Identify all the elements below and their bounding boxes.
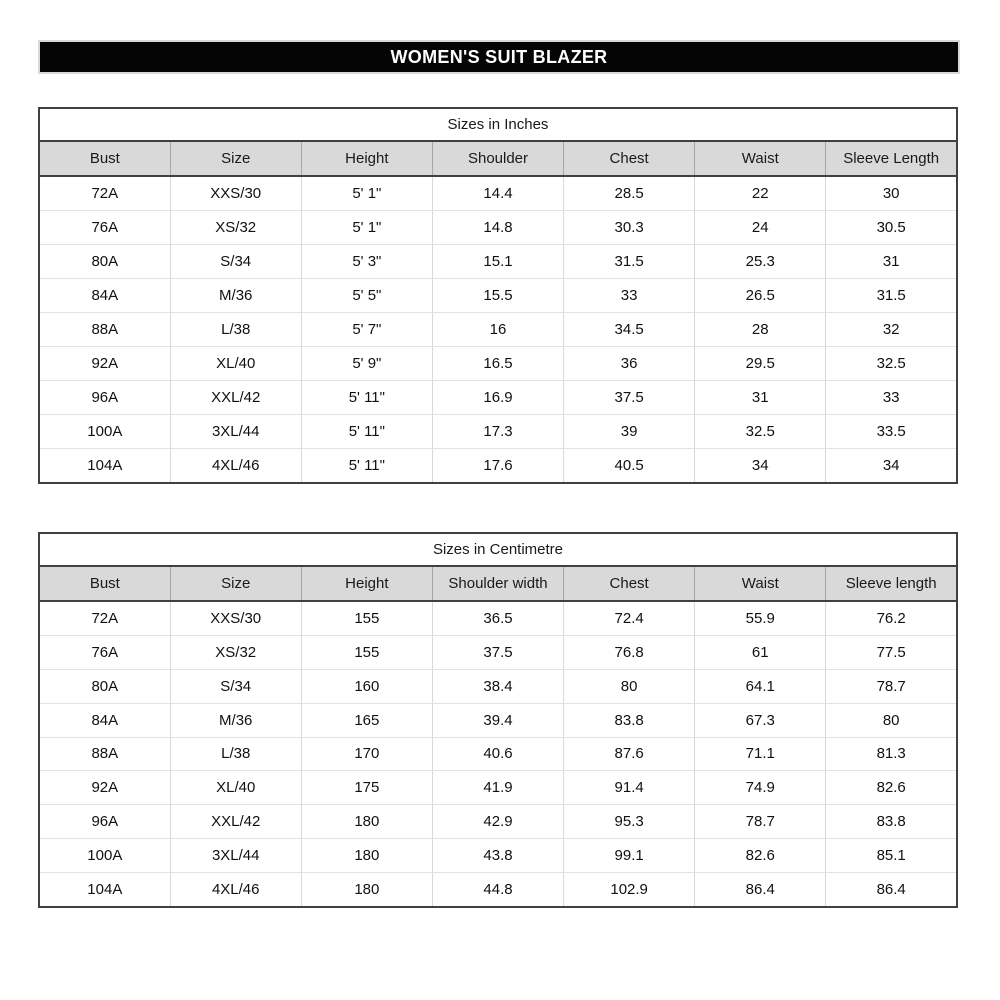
table-cell: 16.5 <box>432 346 563 380</box>
table-cell: 3XL/44 <box>170 414 301 448</box>
table-cell: 82.6 <box>826 771 957 805</box>
table-cell: 76A <box>39 211 170 245</box>
table-cell: 34.5 <box>564 313 695 347</box>
column-header: Bust <box>39 141 170 176</box>
table-cell: 22 <box>695 176 826 211</box>
table-cell: 5' 3" <box>301 245 432 279</box>
table-cell: 37.5 <box>564 380 695 414</box>
table-title: Sizes in Centimetre <box>39 533 957 566</box>
column-header: Height <box>301 566 432 601</box>
table-cell: 43.8 <box>432 838 563 872</box>
column-header: Shoulder width <box>432 566 563 601</box>
table-row <box>39 771 957 805</box>
table-cell: 15.1 <box>432 245 563 279</box>
column-header: Size <box>170 141 301 176</box>
table-cell: 34 <box>695 448 826 483</box>
table-cell: 4XL/46 <box>170 448 301 483</box>
title-banner <box>38 40 960 74</box>
table-cell: 72A <box>39 601 170 636</box>
table-cell: 76A <box>39 636 170 670</box>
table-cell: 96A <box>39 805 170 839</box>
table-row <box>39 703 957 737</box>
table-cell: 180 <box>301 838 432 872</box>
table-cell: 30 <box>826 176 957 211</box>
table-row <box>39 448 957 483</box>
table-cell: 80A <box>39 670 170 704</box>
table-cell: 170 <box>301 737 432 771</box>
table-cell: 4XL/46 <box>170 872 301 907</box>
table-body <box>39 601 957 907</box>
table-cell: 32 <box>826 313 957 347</box>
table-cell: 31.5 <box>826 279 957 313</box>
table-cell: 5' 5" <box>301 279 432 313</box>
table-cell: 180 <box>301 872 432 907</box>
table-cell: 37.5 <box>432 636 563 670</box>
table-cell: 72.4 <box>564 601 695 636</box>
column-header: Shoulder <box>432 141 563 176</box>
table-cell: 88A <box>39 313 170 347</box>
table-cell: XL/40 <box>170 346 301 380</box>
table-cell: 40.6 <box>432 737 563 771</box>
table-row <box>39 313 957 347</box>
table-cell: 39 <box>564 414 695 448</box>
table-title-row <box>39 108 957 141</box>
table-row <box>39 838 957 872</box>
table-cell: 76.2 <box>826 601 957 636</box>
table-cell: 5' 1" <box>301 211 432 245</box>
table-cell: 104A <box>39 448 170 483</box>
table-cell: 81.3 <box>826 737 957 771</box>
table-cell: 104A <box>39 872 170 907</box>
table-cell: 33 <box>826 380 957 414</box>
table-cell: 24 <box>695 211 826 245</box>
table-row <box>39 670 957 704</box>
table-row <box>39 380 957 414</box>
table-cell: S/34 <box>170 670 301 704</box>
table-cell: 14.8 <box>432 211 563 245</box>
table-cell: 17.6 <box>432 448 563 483</box>
table-title: Sizes in Inches <box>39 108 957 141</box>
sizes-in-centimetre-table <box>38 532 958 908</box>
table-cell: 5' 11" <box>301 380 432 414</box>
table-cell: 28.5 <box>564 176 695 211</box>
table-cell: XS/32 <box>170 636 301 670</box>
table-cell: M/36 <box>170 703 301 737</box>
table-row <box>39 636 957 670</box>
table-row <box>39 211 957 245</box>
table-cell: 78.7 <box>826 670 957 704</box>
table-cell: 84A <box>39 703 170 737</box>
table-cell: 31 <box>695 380 826 414</box>
table-cell: 76.8 <box>564 636 695 670</box>
table-row <box>39 176 957 211</box>
column-header: Chest <box>564 141 695 176</box>
table-cell: 16.9 <box>432 380 563 414</box>
table-cell: 95.3 <box>564 805 695 839</box>
table-cell: 83.8 <box>826 805 957 839</box>
table-row <box>39 805 957 839</box>
table-row <box>39 601 957 636</box>
table-row <box>39 872 957 907</box>
column-header: Waist <box>695 141 826 176</box>
table-cell: 83.8 <box>564 703 695 737</box>
table-cell: 17.3 <box>432 414 563 448</box>
table-cell: 41.9 <box>432 771 563 805</box>
table-cell: 80 <box>826 703 957 737</box>
table-cell: 30.3 <box>564 211 695 245</box>
column-header: Waist <box>695 566 826 601</box>
table-cell: 71.1 <box>695 737 826 771</box>
table-cell: 42.9 <box>432 805 563 839</box>
table-cell: 92A <box>39 346 170 380</box>
table-cell: 84A <box>39 279 170 313</box>
table-cell: M/36 <box>170 279 301 313</box>
table-cell: 38.4 <box>432 670 563 704</box>
table-cell: 72A <box>39 176 170 211</box>
table-title-row <box>39 533 957 566</box>
table-cell: 100A <box>39 838 170 872</box>
table-cell: 15.5 <box>432 279 563 313</box>
table-body <box>39 176 957 483</box>
table-row <box>39 245 957 279</box>
table-cell: 88A <box>39 737 170 771</box>
table-cell: 160 <box>301 670 432 704</box>
table-cell: 5' 1" <box>301 176 432 211</box>
table-cell: 61 <box>695 636 826 670</box>
table-cell: 91.4 <box>564 771 695 805</box>
table-cell: 5' 11" <box>301 414 432 448</box>
table-row <box>39 414 957 448</box>
table-cell: S/34 <box>170 245 301 279</box>
table-cell: 92A <box>39 771 170 805</box>
table-cell: 40.5 <box>564 448 695 483</box>
table-cell: 78.7 <box>695 805 826 839</box>
table-cell: 44.8 <box>432 872 563 907</box>
table-row <box>39 737 957 771</box>
table-cell: 85.1 <box>826 838 957 872</box>
column-header: Height <box>301 141 432 176</box>
table-cell: 5' 7" <box>301 313 432 347</box>
column-header: Bust <box>39 566 170 601</box>
table-cell: 99.1 <box>564 838 695 872</box>
table-cell: 3XL/44 <box>170 838 301 872</box>
table-cell: XXS/30 <box>170 176 301 211</box>
table-cell: 82.6 <box>695 838 826 872</box>
table-cell: 28 <box>695 313 826 347</box>
table-cell: 80 <box>564 670 695 704</box>
table-cell: 155 <box>301 601 432 636</box>
table-cell: 100A <box>39 414 170 448</box>
table-row <box>39 346 957 380</box>
table-cell: L/38 <box>170 313 301 347</box>
column-header: Sleeve Length <box>826 141 957 176</box>
table-cell: 86.4 <box>695 872 826 907</box>
table-cell: 36.5 <box>432 601 563 636</box>
table-cell: 32.5 <box>826 346 957 380</box>
table-cell: L/38 <box>170 737 301 771</box>
table-cell: 30.5 <box>826 211 957 245</box>
column-header: Sleeve length <box>826 566 957 601</box>
table-cell: 16 <box>432 313 563 347</box>
table-cell: 155 <box>301 636 432 670</box>
table-cell: 26.5 <box>695 279 826 313</box>
page-title: WOMEN'S SUIT BLAZER <box>40 42 958 72</box>
table-cell: 87.6 <box>564 737 695 771</box>
table-cell: 67.3 <box>695 703 826 737</box>
table-cell: XXL/42 <box>170 380 301 414</box>
table-header-row <box>39 141 957 176</box>
table-cell: 33 <box>564 279 695 313</box>
table-cell: 96A <box>39 380 170 414</box>
table-cell: 5' 9" <box>301 346 432 380</box>
column-header: Size <box>170 566 301 601</box>
table-cell: 86.4 <box>876 880 906 898</box>
table-cell: 102.9 <box>564 872 695 907</box>
table-cell: XS/32 <box>170 211 301 245</box>
sizes-in-inches-table <box>38 107 958 484</box>
table-cell: 31.5 <box>564 245 695 279</box>
table-cell: 36 <box>564 346 695 380</box>
table-cell: 180 <box>301 805 432 839</box>
table-cell: 29.5 <box>695 346 826 380</box>
table-cell: 175 <box>301 771 432 805</box>
table-header-row <box>39 566 957 601</box>
table-cell: 31 <box>826 245 957 279</box>
table-cell: 34 <box>882 456 900 474</box>
table-cell: 32.5 <box>695 414 826 448</box>
table-cell: 55.9 <box>695 601 826 636</box>
table-cell: 14.4 <box>432 176 563 211</box>
table-cell: XXL/42 <box>170 805 301 839</box>
table-cell: 25.3 <box>695 245 826 279</box>
table-cell: 74.9 <box>695 771 826 805</box>
table-cell: 165 <box>301 703 432 737</box>
table-cell: 39.4 <box>432 703 563 737</box>
table-cell: 5' 11" <box>301 448 432 483</box>
table-cell: 33.5 <box>826 414 957 448</box>
table-cell: 77.5 <box>826 636 957 670</box>
column-header: Chest <box>564 566 695 601</box>
table-cell: XL/40 <box>170 771 301 805</box>
table-cell: 64.1 <box>695 670 826 704</box>
table-cell: 80A <box>39 245 170 279</box>
table-cell: XXS/30 <box>170 601 301 636</box>
table-row <box>39 279 957 313</box>
